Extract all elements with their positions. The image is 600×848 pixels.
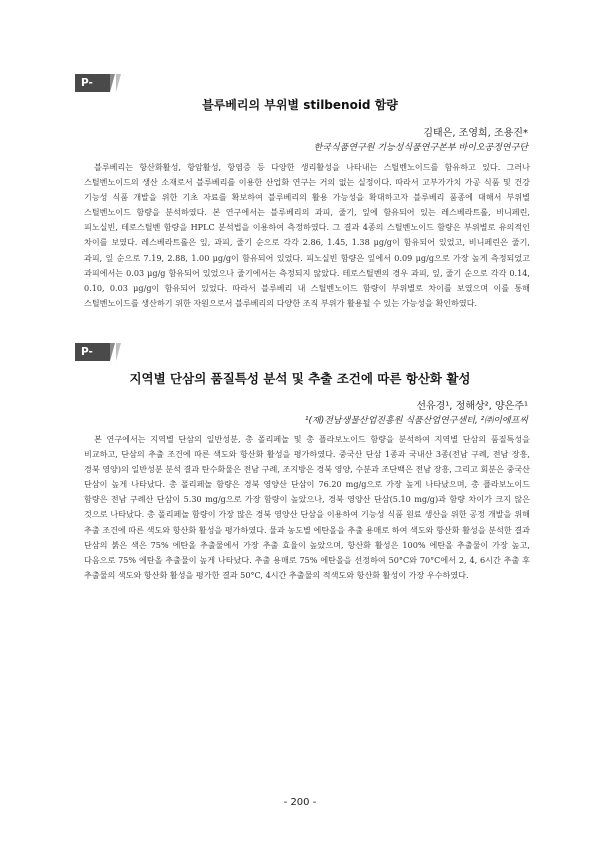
abstract-body: 본 연구에서는 지역별 단삼의 일반성분, 총 폴리페놀 및 총 플라보노이드 함량을 분석하여 지역별 단삼의 품질특성을 비교하고, 단삼의 추출 조건에 따른 색도와 항산화 활성을 평가하였다. 중국산 단삼 1종과 국내산 3종(전남 구례, 전남 장흥, 경북 영양)의 일반성분 분석 결과 탄수화물은 전남 구례, 조지방은 경북 영양, 수분과 조단백은 전남 장흥, 그리고 회분은 중국산 단삼이 높게 나타났다. 총 폴리페놀 함량은 경북 영양산 단삼이 76.20 mg/g으로 가장 높게 나타났으며, 총 플라보노이드 함량은 전남 구례산 단삼이 5.30 mg/g으로 가장 함량이 높았으나, 경북 영양산 단삼(5.10 mg/g)과 함량 차이가 크지 않은 것으로 나타났다. 총 폴리페놀 함량이 가장 많은 경북 영양산 단삼을 이용하여 기능성 식품 원료 생산을 위한 공정 개발을 위해 추출 조건에 따른 색도와 항산화 활성을 평가하였다. 물과 농도별 에탄올을 추출 용매로 하여 색도와 항산화 활성을 분석한 결과 단삼의 붉은 색은 75% 에탄올 추출물에서 가장 추출 효율이 높았으며, 항산화 활성은 100% 에탄올 추출물이 가장 높고, 다음으로 75% 에탄올 추출물이 높게 나타났다. 추출 용매로 75% 에탄올을 선정하여 50°C와 70°C에서 2, 4, 6시간 추출 후 추출물의 색도와 항산화 활성을 평가한 결과 50°C, 4시간 추출물의 적색도와 항산화 활성이 가장 우수하였다. [84,434,530,580]
abstract-id-badge [75,343,121,376]
abstract-authors: 김태은, 조영희, 조용진* [423,128,528,139]
badge-decoration [116,343,121,361]
abstract-body: 블루베리는 항산화활성, 항암활성, 항염증 등 다양한 생리활성을 나타내는 스틸벤노이드를 함유하고 있다. 그러나 스틸벤노이드의 생산 소재로서 블루베리를 이용한 산업화 연구는 거의 없는 실정이다. 따라서 고부가가치 가공 식품 및 건강 기능성 식품 개발을 위한 기초 자료를 확보하여 블루베리의 활용 가능성을 확대하고자 블루베리 품종에 대해서 부위별 스틸벤노이드 함량을 분석하였다. 본 연구에서는 블루베리의 과피, 줄기, 잎에 함유되어 있는 레스베라트롤, 비니페린, 피노실빈, 테로스틸벤 함량을 HPLC 분석법을 이용하여 측정하였다. 그 결과 4종의 스틸벤노이드 함량은 부위별로 유의적인 차이를 보였다. 레스베라트롤은 잎, 과피, 줄기 순으로 각각 2.86, 1.45, 1.38 μg/g이 함유되어 있었고, 비니페린은 줄기, 과피, 잎 순으로 7.19, 2.88, 1.00 μg/g이 함유되어 있었다. 피노실빈 함량은 잎에서 0.09 μg/g으로 가장 높게 측정되었고 과피에서는 0.03 μg/g 함유되어 있었으나 줄기에서는 측정되지 않았다. 테로스틸벤의 경우 과피, 잎, 줄기 순으로 각각 0.14, 0.10, 0.03 μg/g이 함유되어 있었다. 따라서 블루베리 내 스틸벤노이드 함량이 부위별로 차이를 보였으며 이를 통해 스틸벤노이드를 생산하기 위한 자원으로서 블루베리의 다양한 조직 부위가 활용될 수 있는 가능성을 확인하였다. [84,162,530,308]
abstract-title: 지역별 단삼의 품질특성 분석 및 추출 조건에 따른 항산화 활성 [129,371,471,386]
page-number: - 200 - [283,797,317,808]
badge-decoration [116,74,121,92]
abstract-id-badge [75,74,121,107]
badge-decoration [110,74,115,92]
badge-decoration [110,343,115,361]
abstract-title: 블루베리의 부위별 stilbenoid 함량 [202,98,398,112]
abstract-authors: 선유경¹, 정해상², 양은주¹ [416,401,528,412]
abstract-id: P-55 [75,74,110,92]
abstract-affiliation: ¹(재)전남생물산업진흥원 식품산업연구센터, ²㈜이에프씨 [304,416,528,426]
abstract-id: P-56 [75,343,110,361]
abstract-affiliation: 한국식품연구원 기능성식품연구본부 바이오공정연구단 [313,143,528,153]
